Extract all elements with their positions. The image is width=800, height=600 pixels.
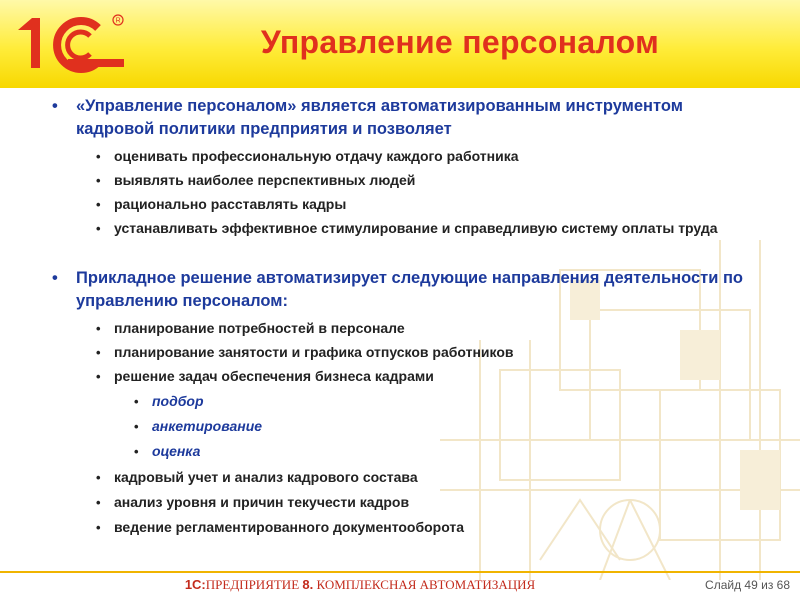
list-item [96, 366, 766, 387]
footer-brand-prefix: 1С: [184, 577, 206, 592]
header-bar [0, 0, 800, 88]
bullet: • [96, 369, 101, 384]
list-item-text: кадровый учет и анализ кадрового состава [114, 469, 418, 485]
section-heading [54, 267, 754, 313]
list-item-text: оценивать профессиональную отдачу каждого работника [114, 148, 519, 164]
footer-brand [0, 577, 720, 593]
bullet: • [134, 419, 139, 434]
sub-list-item-text: оценка [152, 443, 201, 459]
list-item [96, 318, 766, 339]
list-item [96, 517, 766, 538]
list-item-text: ведение регламентированного документооборота [114, 519, 465, 535]
bullet: • [96, 221, 101, 236]
1c-logo-icon [10, 6, 128, 76]
list-item-text: планирование занятости и графика отпусков работников [114, 344, 514, 360]
list-item-text: выявлять наиболее перспективных людей [114, 172, 416, 188]
list-item [96, 492, 766, 513]
list-item-text: решение задач обеспечения бизнеса кадрами [114, 368, 434, 384]
bullet: • [96, 149, 101, 164]
slide-body [0, 88, 800, 568]
bullet: • [52, 97, 58, 115]
footer-brand-word: ПРЕДПРИЯТИЕ [205, 577, 303, 592]
sub-list-item-text: анкетирование [152, 418, 263, 434]
bullet: • [134, 394, 139, 409]
list-item [96, 218, 766, 239]
bullet: • [96, 197, 101, 212]
bullet: • [52, 269, 58, 287]
bullet: • [96, 321, 101, 336]
footer-divider [0, 571, 800, 573]
bullet: • [96, 345, 101, 360]
section-heading-text: «Управление персоналом» является автоматизированным инструментом кадровой политики предприятия и позволяет [76, 97, 683, 138]
footer-brand-suffix: КОМПЛЕКСНАЯ АВТОМАТИЗАЦИЯ [313, 577, 536, 592]
section-heading [54, 95, 754, 141]
svg-text:R: R [115, 17, 121, 25]
sub-list-item [134, 441, 434, 462]
sub-list-item-text: подбор [152, 393, 204, 409]
slide-title: Управление персоналом [260, 24, 660, 60]
list-item-text: анализ уровня и причин текучести кадров [114, 494, 410, 510]
list-item [96, 342, 766, 363]
bullet: • [96, 173, 101, 188]
sub-list-item [134, 391, 434, 412]
bullet: • [96, 470, 101, 485]
list-item [96, 194, 766, 215]
list-item-text: устанавливать эффективное стимулирование и справедливую систему оплаты труда [114, 220, 718, 236]
list-item-text: планирование потребностей в персонале [114, 320, 405, 336]
bullet: • [96, 520, 101, 535]
bullet: • [134, 444, 139, 459]
list-item [96, 467, 766, 488]
list-item-text: рационально расставлять кадры [114, 196, 347, 212]
slide-number: Слайд 49 из 68 [705, 578, 790, 592]
list-item [96, 146, 766, 167]
section-heading-text: Прикладное решение автоматизирует следующие направления деятельности по управлению персоналом: [76, 269, 743, 310]
sub-list-item [134, 416, 434, 437]
list-item [96, 170, 766, 191]
bullet: • [96, 495, 101, 510]
footer-brand-number: 8. [302, 577, 314, 592]
